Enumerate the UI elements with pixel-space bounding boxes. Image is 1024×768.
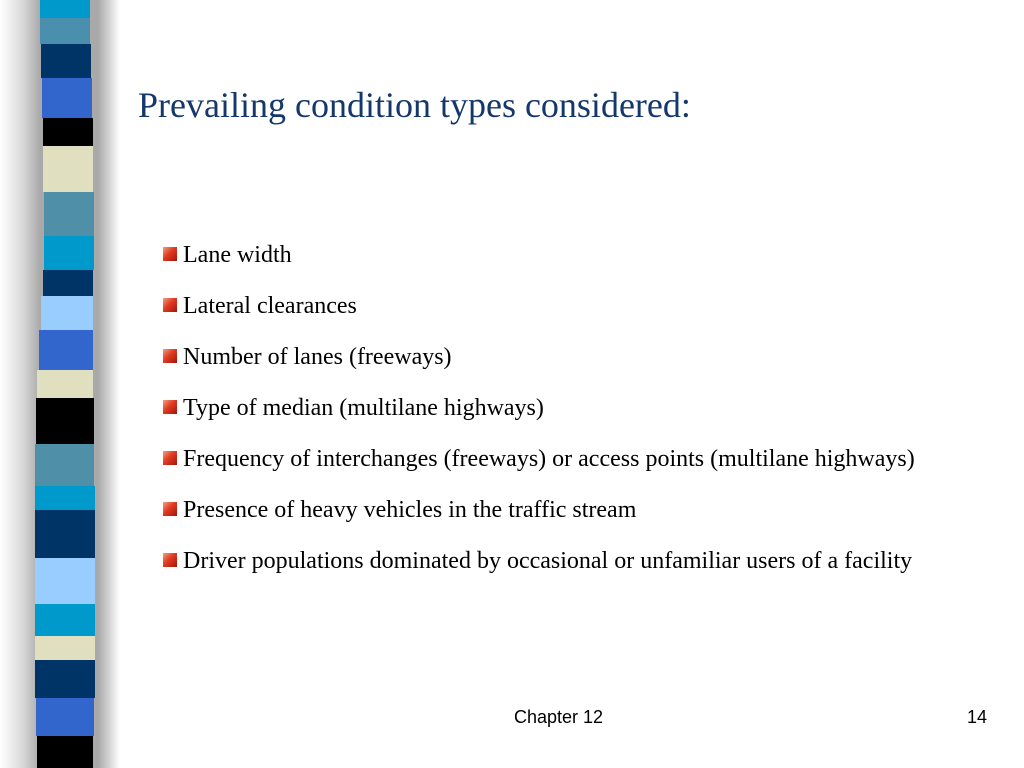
bullet-item	[163, 442, 953, 476]
bullet-item	[163, 238, 953, 272]
square-bullet-icon	[163, 349, 177, 363]
square-bullet-icon	[163, 247, 177, 261]
bullet-item	[163, 289, 953, 323]
stripe	[37, 370, 93, 398]
bullet-text: Type of median (multilane highways)	[183, 395, 544, 421]
bullet-item	[163, 391, 953, 425]
stripe	[39, 330, 93, 370]
bullet-text: Driver populations dominated by occasional or unfamiliar users of a facility	[183, 548, 913, 574]
stripe	[35, 558, 95, 604]
bullet-item	[163, 340, 953, 374]
slide-title: Prevailing condition types considered:	[138, 85, 691, 125]
stripe	[40, 18, 90, 44]
stripe	[35, 444, 94, 486]
bullet-item	[163, 544, 953, 578]
stripe	[35, 636, 95, 660]
bullet-text: Number of lanes (freeways)	[183, 344, 452, 370]
stripe	[42, 78, 92, 118]
stripe	[35, 510, 95, 558]
square-bullet-icon	[163, 502, 177, 516]
bullet-text: Lateral clearances	[183, 293, 357, 319]
stripe	[41, 44, 91, 78]
decorative-stripe-bar	[0, 0, 120, 768]
stripe	[43, 118, 93, 146]
bullet-text: Frequency of interchanges (freeways) or access points (multilane highways)	[183, 446, 915, 472]
footer-page-number: 14	[967, 707, 988, 727]
stripe	[40, 0, 90, 18]
stripe	[36, 698, 94, 736]
stripe	[35, 660, 95, 698]
stripe	[44, 236, 94, 270]
square-bullet-icon	[163, 451, 177, 465]
square-bullet-icon	[163, 553, 177, 567]
stripe	[35, 604, 95, 636]
stripe	[44, 192, 94, 236]
stripe	[37, 736, 93, 768]
stripe	[35, 486, 95, 510]
stripe	[36, 398, 94, 444]
stripe	[43, 146, 93, 192]
square-bullet-icon	[163, 298, 177, 312]
footer-chapter: Chapter 12	[514, 707, 604, 727]
stripe	[43, 270, 93, 296]
bullet-item	[163, 493, 953, 527]
bullet-text: Lane width	[183, 242, 292, 268]
stripe	[41, 296, 93, 330]
bullet-text: Presence of heavy vehicles in the traffic stream	[183, 497, 637, 523]
bullet-list	[163, 238, 953, 595]
square-bullet-icon	[163, 400, 177, 414]
